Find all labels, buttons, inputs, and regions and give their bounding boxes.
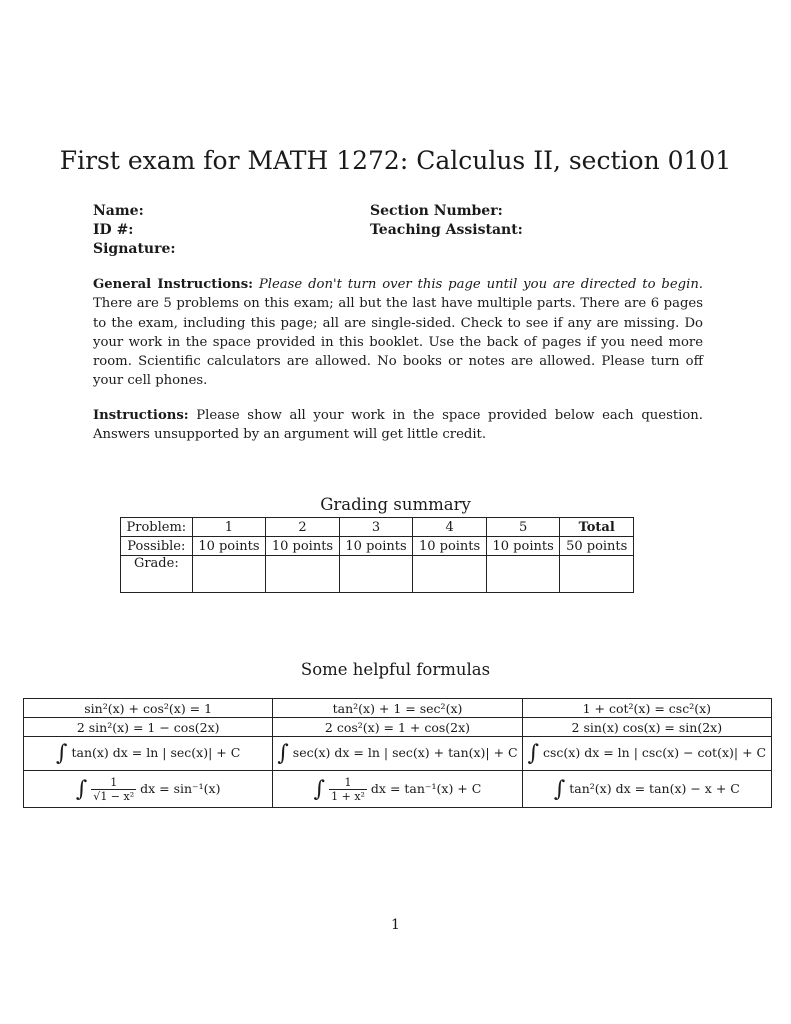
formula-cell [522, 771, 771, 808]
formula-row [24, 771, 772, 808]
signature-label: Signature: [93, 241, 176, 257]
instructions-text: Please show all your work in the space provided below each question. Answers unsupported by an argument will get little credit. [93, 408, 703, 443]
possible-label: Possible: [121, 537, 193, 556]
possible-points-total: 50 points [560, 537, 634, 556]
instructions [93, 406, 703, 445]
possible-points: 10 points [266, 537, 340, 556]
integral-sign: ∫ [553, 776, 566, 802]
id-label: ID #: [93, 222, 134, 238]
problem-number: 1 [192, 518, 266, 537]
formula-cell [24, 737, 273, 771]
general-instructions [93, 275, 703, 391]
exam-title: First exam for MATH 1272: Calculus II, section 0101 [59, 146, 732, 175]
formula-text: sec(x) dx = ln | sec(x) + tan(x)| + C [292, 745, 518, 760]
grade-row [121, 556, 634, 593]
formulas-caption: Some helpful formulas [300, 660, 491, 679]
possible-points: 10 points [192, 537, 266, 556]
grade-cell-total [560, 556, 634, 593]
total-header: Total [560, 518, 634, 537]
possible-row [121, 537, 634, 556]
grade-cell [192, 556, 266, 593]
formula-text: dx = sin⁻¹(x) [140, 780, 221, 796]
formula-text: tan(x) dx = ln | sec(x)| + C [71, 745, 241, 760]
grade-cell [339, 556, 413, 593]
formula-row [24, 737, 772, 771]
general-instructions-label: General Instructions: [93, 277, 254, 292]
possible-points: 10 points [413, 537, 487, 556]
grading-summary-table [120, 517, 634, 593]
problem-number: 5 [486, 518, 560, 537]
section-number-label: Section Number: [370, 203, 503, 219]
page-number: 1 [391, 917, 400, 933]
fraction-numerator: 1 [91, 776, 136, 790]
integral-sign: ∫ [56, 741, 68, 766]
fraction-numerator: 1 [329, 776, 367, 790]
fraction-denominator: √1 − x² [93, 789, 135, 803]
problem-row [121, 518, 634, 537]
formula-cell: 2 sin²(x) = 1 − cos(2x) [24, 718, 273, 737]
formula-cell: 1 + cot²(x) = csc²(x) [522, 699, 771, 718]
general-instructions-italic: Please don't turn over this page until you are directed to begin. [258, 277, 704, 292]
integral-sign: ∫ [527, 741, 540, 766]
grading-summary-caption: Grading summary [320, 495, 471, 514]
fraction-denominator: 1 + x² [331, 789, 365, 803]
problem-number: 2 [266, 518, 340, 537]
formula-row [24, 699, 772, 718]
formula-text: dx = tan⁻¹(x) + C [370, 780, 482, 796]
grade-cell [486, 556, 560, 593]
fraction [91, 776, 136, 803]
grade-label: Grade: [121, 556, 193, 593]
name-label: Name: [93, 203, 144, 219]
grade-cell [266, 556, 340, 593]
formula-cell: tan²(x) + 1 = sec²(x) [273, 699, 522, 718]
formula-text: csc(x) dx = ln | csc(x) − cot(x)| + C [543, 745, 767, 760]
formula-cell: sin²(x) + cos²(x) = 1 [24, 699, 273, 718]
formula-cell [24, 771, 273, 808]
formulas-table [23, 698, 772, 808]
problem-number: 4 [413, 518, 487, 537]
formula-cell [522, 737, 771, 771]
problem-number: 3 [339, 518, 413, 537]
teaching-assistant-label: Teaching Assistant: [370, 222, 523, 238]
possible-points: 10 points [486, 537, 560, 556]
fraction [329, 776, 367, 803]
formula-cell: 2 cos²(x) = 1 + cos(2x) [273, 718, 522, 737]
formula-row [24, 718, 772, 737]
possible-points: 10 points [339, 537, 413, 556]
instructions-label: Instructions: [93, 408, 189, 423]
grade-cell [413, 556, 487, 593]
formula-cell [273, 737, 522, 771]
formula-cell: 2 sin(x) cos(x) = sin(2x) [522, 718, 771, 737]
integral-sign: ∫ [313, 776, 326, 802]
formula-text: tan²(x) dx = tan(x) − x + C [569, 780, 740, 796]
formula-cell [273, 771, 522, 808]
integral-sign: ∫ [277, 741, 289, 766]
integral-sign: ∫ [75, 776, 88, 802]
problem-label: Problem: [121, 518, 193, 537]
general-instructions-text: There are 5 problems on this exam; all but the last have multiple parts. There are 6 pages to the exam, including this page; all are single-sided. Check to see if any are missing. Do your work in the space provided in this booklet. Use the back of pages if you need more room. Scientific calculators are allowed. No books or notes are allowed. Please turn off your cell phones. [93, 296, 703, 389]
sqrt-radicand: 1 − x² [100, 789, 135, 803]
